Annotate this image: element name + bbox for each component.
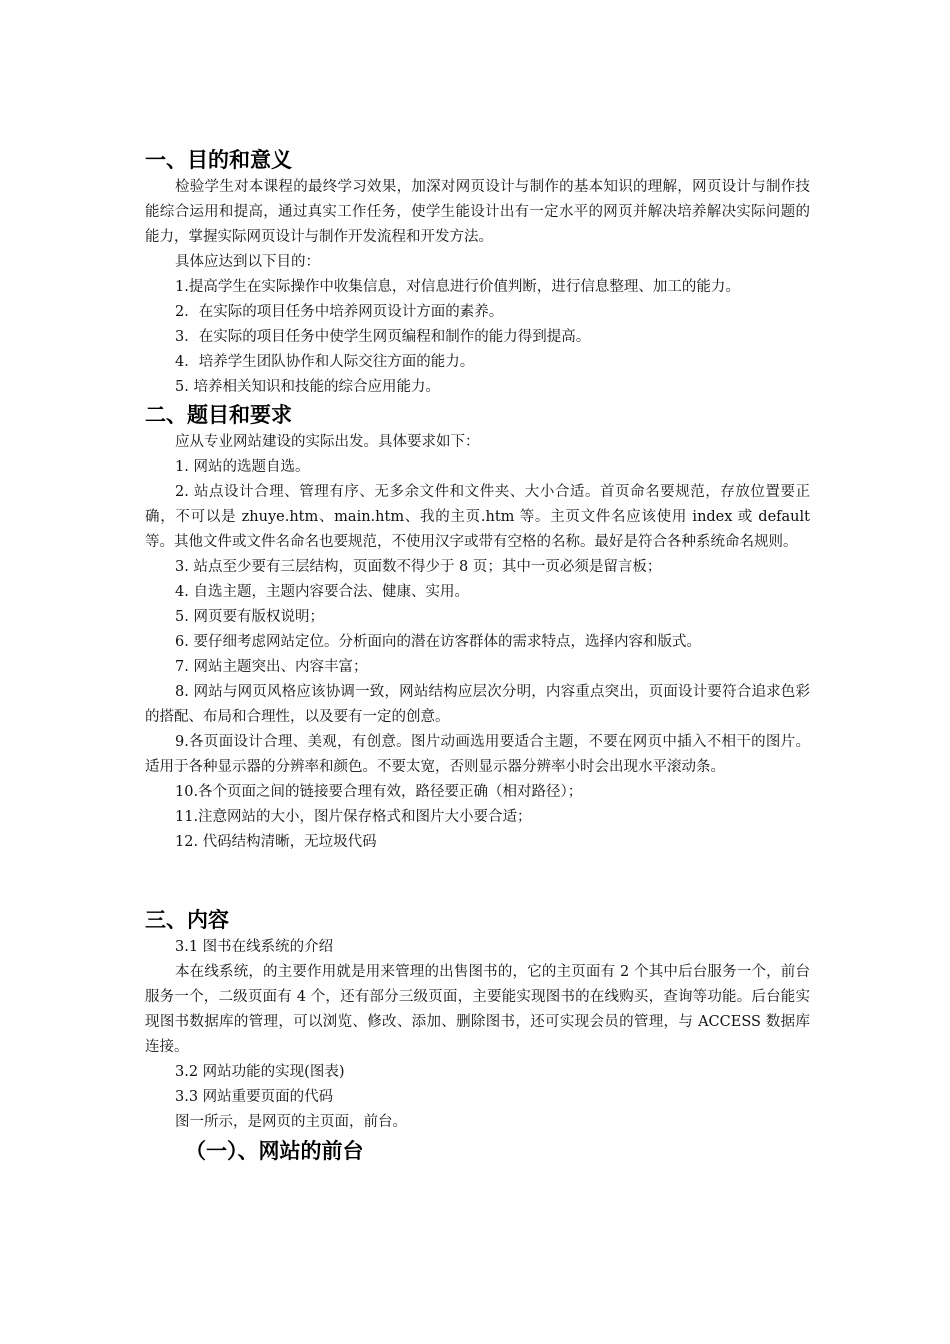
list-item: 2. 站点设计合理、管理有序、无多余文件和文件夹、大小合适。首页命名要规范，存放位置要正确，不可以是 zhuye.htm、main.htm、我的主页.htm 等。主页文件名应该使用 index 或 default 等。其他文件或文件名命名也要规范，不使用汉字或带有空格的名称。最好是符合各种系统命名规则。	[145, 484, 810, 550]
list-item: 3．在实际的项目任务中使学生网页编程和制作的能力得到提高。	[175, 329, 591, 345]
section-heading-1: 一、目的和意义	[145, 148, 292, 172]
spacer	[145, 855, 810, 905]
list-item: 3. 站点至少要有三层结构，页面数不得少于 8 页；其中一页必须是留言板；	[175, 559, 662, 575]
paragraph: 应从专业网站建设的实际出发。具体要求如下：	[175, 434, 480, 450]
paragraph: 本在线系统，的主要作用就是用来管理的出售图书的，它的主页面有 2 个其中后台服务一个，前台服务一个，二级页面有 4 个，还有部分三级页面，主要能实现图书的在线购买，查询等功能。后台能实现图书数据库的管理，可以浏览、修改、添加、删除图书，还可实现会员的管理，与 ACCESS 数据库连接。	[145, 964, 810, 1055]
list-item: 11.注意网站的大小，图片保存格式和图片大小要合适；	[175, 809, 532, 825]
paragraph: 检验学生对本课程的最终学习效果，加深对网页设计与制作的基本知识的理解，网页设计与制作技能综合运用和提高，通过真实工作任务，使学生能设计出有一定水平的网页并解决培养解决实际问题的能力，掌握实际网页设计与制作开发流程和开发方法。	[145, 179, 810, 245]
list-item: 4．培养学生团队协作和人际交往方面的能力。	[175, 354, 475, 370]
document-page	[145, 145, 810, 1167]
section-heading-3: 三、内容	[145, 908, 229, 932]
subsection-label: 3.1 图书在线系统的介绍	[175, 939, 334, 955]
list-item: 7. 网站主题突出、内容丰富；	[175, 659, 368, 675]
section-heading-2: 二、题目和要求	[145, 403, 292, 427]
paragraph: 图一所示，是网页的主页面，前台。	[175, 1114, 407, 1130]
list-item: 1.提高学生在实际操作中收集信息，对信息进行价值判断，进行信息整理、加工的能力。	[175, 279, 740, 295]
subsection-label: 3.2 网站功能的实现(图表)	[175, 1064, 345, 1080]
subheading-frontend: （一）、网站的前台	[185, 1139, 364, 1163]
list-item: 2．在实际的项目任务中培养网页设计方面的素养。	[175, 304, 504, 320]
list-item: 6. 要仔细考虑网站定位。分析面向的潜在访客群体的需求特点，选择内容和版式。	[175, 634, 701, 650]
list-item: 1. 网站的选题自选。	[175, 459, 310, 475]
list-item: 5. 网页要有版权说明；	[175, 609, 324, 625]
list-item: 5. 培养相关知识和技能的综合应用能力。	[175, 379, 440, 395]
list-item: 4. 自选主题，主题内容要合法、健康、实用。	[175, 584, 469, 600]
list-item: 9.各页面设计合理、美观，有创意。图片动画选用要适合主题，不要在网页中插入不相干的图片。适用于各种显示器的分辨率和颜色。不要太宽，否则显示器分辨率小时会出现水平滚动条。	[145, 734, 810, 775]
paragraph: 具体应达到以下目的：	[175, 254, 320, 270]
list-item: 10.各个页面之间的链接要合理有效，路径要正确（相对路径）；	[175, 784, 583, 800]
subsection-label: 3.3 网站重要页面的代码	[175, 1089, 334, 1105]
list-item: 8. 网站与网页风格应该协调一致，网站结构应层次分明，内容重点突出，页面设计要符合追求色彩的搭配、布局和合理性，以及要有一定的创意。	[145, 684, 810, 725]
list-item: 12. 代码结构清晰，无垃圾代码	[175, 834, 377, 850]
